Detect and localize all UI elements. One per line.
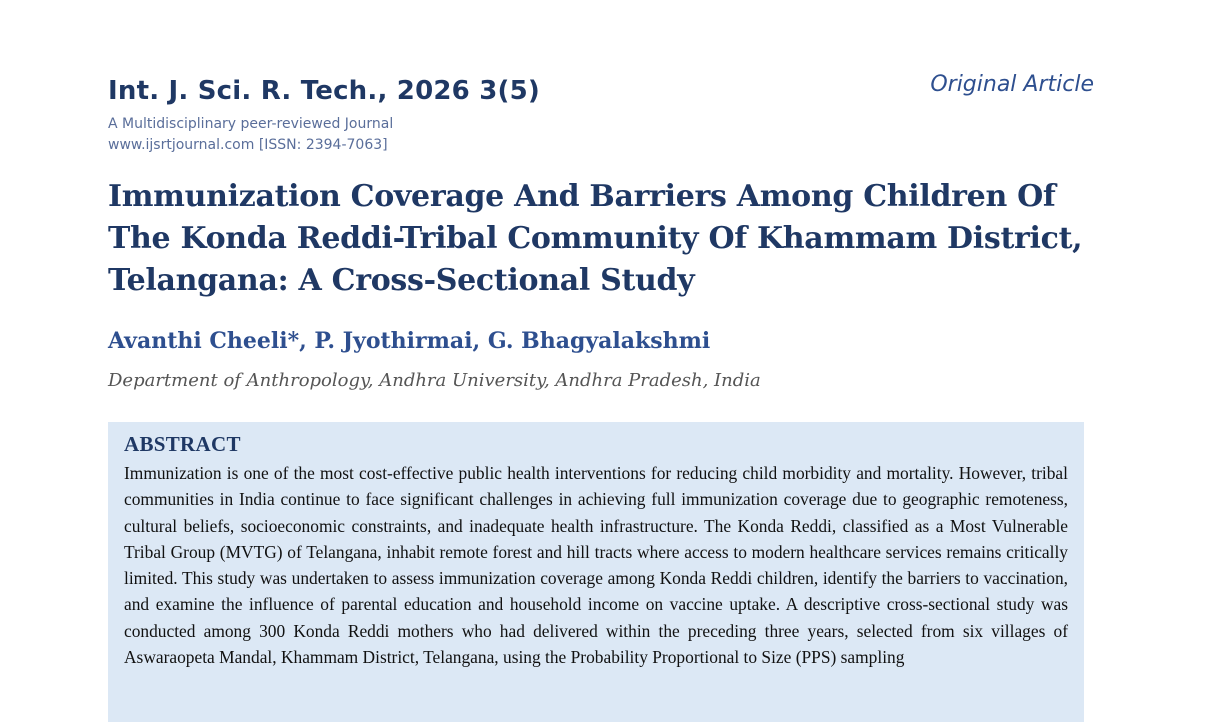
paper-title: Immunization Coverage And Barriers Among Children Of The Konda Reddi-Tribal Community Of Khammam District, Telangana: A Cross-Sectional Study bbox=[108, 179, 1083, 298]
abstract-section bbox=[108, 422, 1084, 722]
affiliation: Department of Anthropology, Andhra University, Andhra Pradesh, India bbox=[108, 370, 761, 391]
article-type-label: Original Article bbox=[930, 72, 1094, 97]
journal-subtitle: A Multidisciplinary peer-reviewed Journal bbox=[108, 116, 394, 132]
abstract-heading: ABSTRACT bbox=[124, 432, 241, 456]
abstract-text: Immunization is one of the most cost-effective public health interventions for reducing child morbidity and mortality. However, tribal communities in India continue to face significant challenges in achieving full immunization coverage due to geographic remoteness, cultural beliefs, socioeconomic constraints, and inadequate health infrastructure. The Konda Reddi, classified as a Most Vulnerable Tribal Group (MVTG) of Telangana, inhabit remote forest and hill tracts where access to modern healthcare services remains critically limited. This study was undertaken to assess immunization coverage among Konda Reddi children, identify the barriers to vaccination, and examine the influence of parental education and household income on vaccine uptake. A descriptive cross-sectional study was conducted among 300 Konda Reddi mothers who had delivered within the preceding three years, selected from six villages of Aswaraopeta Mandal, Khammam District, Telangana, using the Probability Proportional to Size (PPS) sampling bbox=[124, 463, 1068, 668]
journal-url-issn[interactable]: www.ijsrtjournal.com [ISSN: 2394-7063] bbox=[108, 137, 388, 153]
journal-title: Int. J. Sci. R. Tech., 2026 3(5) bbox=[108, 76, 540, 106]
journal-info bbox=[108, 114, 393, 156]
authors: Avanthi Cheeli*, P. Jyothirmai, G. Bhagyalakshmi bbox=[108, 328, 711, 354]
